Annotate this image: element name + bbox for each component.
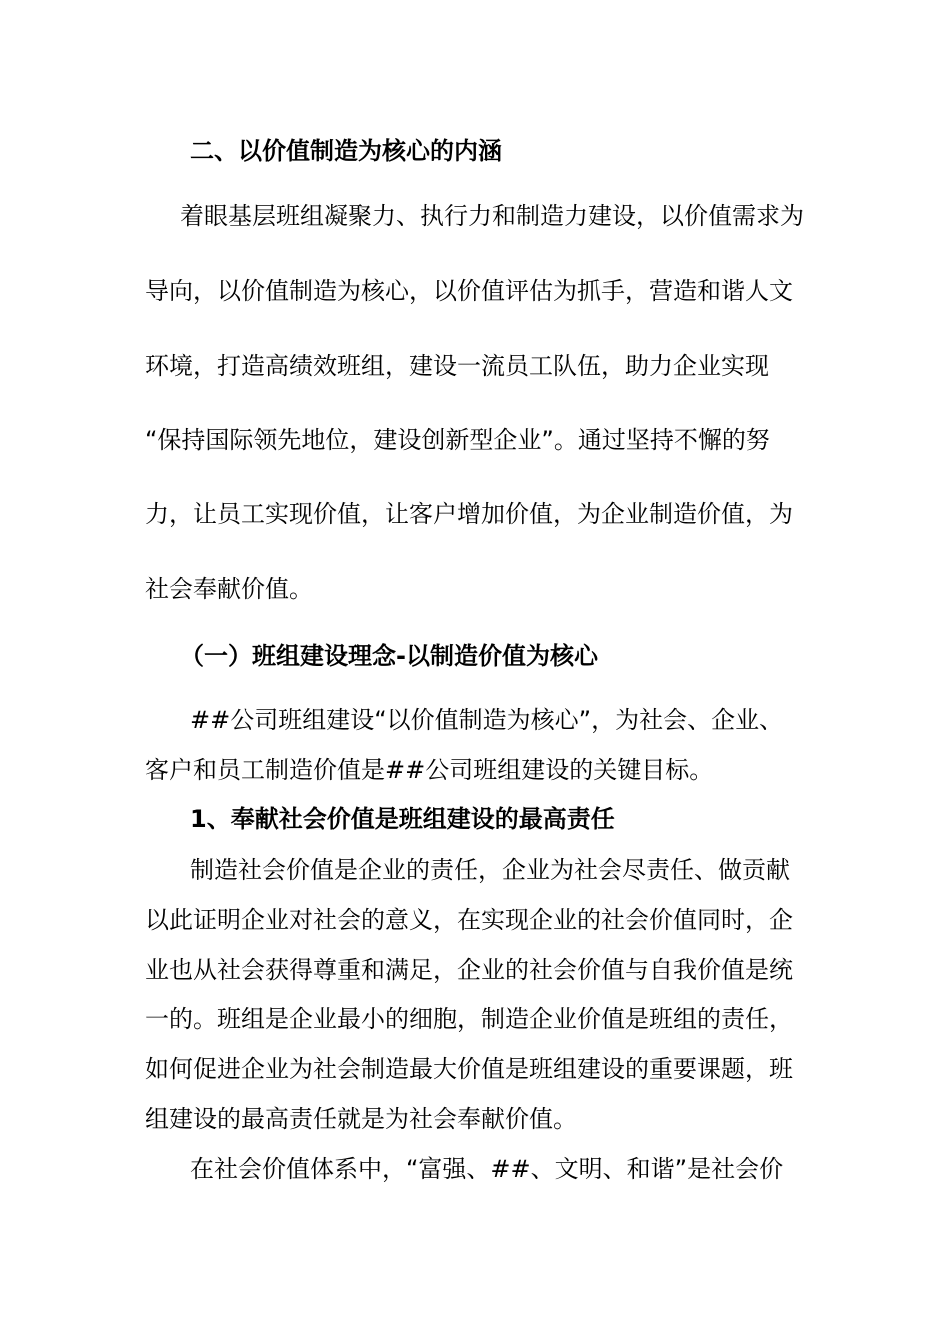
paragraph-line: 环境，打造高绩效班组，建设一流员工队伍，助力企业实现 <box>145 352 769 380</box>
paragraph-line: 着眼基层班组凝聚力、执行力和制造力建设，以价值需求为 <box>180 202 804 230</box>
paragraph-line: 导向，以价值制造为核心，以价值评估为抓手，营造和谐人文 <box>145 277 793 305</box>
subsection-heading: （一）班组建设理念-以制造价值为核心 <box>180 642 598 670</box>
paragraph-line: “保持国际领先地位，建设创新型企业”。通过坚持不懈的努 <box>145 426 770 454</box>
paragraph-line: 制造社会价值是企业的责任，企业为社会尽责任、做贡献 <box>190 856 790 884</box>
paragraph-line: 力，让员工实现价值，让客户增加价值，为企业制造价值，为 <box>145 500 793 528</box>
paragraph-line: 如何促进企业为社会制造最大价值是班组建设的重要课题，班 <box>145 1055 793 1083</box>
subsection-heading: 1、奉献社会价值是班组建设的最高责任 <box>190 805 615 833</box>
paragraph-line: 以此证明企业对社会的意义，在实现企业的社会价值同时，企 <box>145 906 793 934</box>
paragraph-line: 组建设的最高责任就是为社会奉献价值。 <box>145 1105 577 1133</box>
paragraph-line: 业也从社会获得尊重和满足，企业的社会价值与自我价值是统 <box>145 956 793 984</box>
paragraph-line: 社会奉献价值。 <box>145 575 313 603</box>
section-heading: 二、以价值制造为核心的内涵 <box>190 137 502 165</box>
paragraph-line: 在社会价值体系中，“富强、##、文明、和谐”是社会价 <box>190 1155 784 1183</box>
paragraph-line: 一的。班组是企业最小的细胞，制造企业价值是班组的责任， <box>145 1005 793 1033</box>
paragraph-line: 客户和员工制造价值是##公司班组建设的关键目标。 <box>145 756 714 784</box>
paragraph-line: ##公司班组建设“以价值制造为核心”，为社会、企业、 <box>190 706 784 734</box>
